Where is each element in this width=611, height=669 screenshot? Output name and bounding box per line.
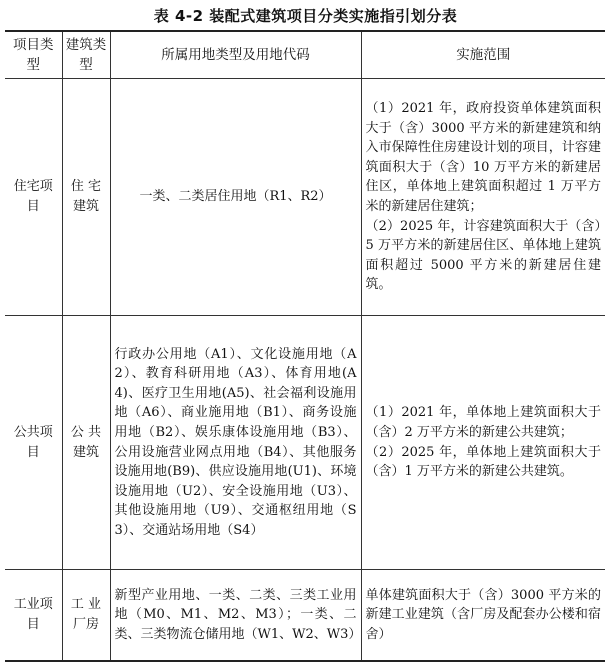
building-type-cell: 住 宅建筑 bbox=[62, 79, 110, 316]
scope-item: （2）2025 年，计容建筑面积大于（含）5 万平方米的新建居住区、单体地上建筑面积超过 5000 平方米的新建居住建筑。 bbox=[365, 218, 601, 293]
scope-item: （2）2025 年，单体地上建筑面积大于（含）1 万平方米的新建公共建筑。 bbox=[365, 444, 601, 480]
table-row bbox=[5, 79, 605, 316]
table-row bbox=[5, 316, 605, 570]
table-title: 表 4-2 装配式建筑项目分类实施指引划分表 bbox=[153, 7, 458, 25]
project-type-cell: 工业项目 bbox=[5, 570, 62, 662]
scope-cell bbox=[361, 570, 605, 662]
project-type-cell: 公共项目 bbox=[5, 316, 62, 570]
building-type-cell: 公 共建筑 bbox=[62, 316, 110, 570]
land-use-cell: 新型产业用地、一类、二类、三类工业用地（M0、M1、M2、M3）；一类、二类、三类物流仓储用地（W1、W2、W3） bbox=[110, 570, 361, 662]
land-use-cell: 一类、二类居住用地（R1、R2） bbox=[110, 79, 361, 316]
classification-table bbox=[5, 30, 605, 662]
header-land-use: 所属用地类型及用地代码 bbox=[110, 31, 361, 79]
header-scope: 实施范围 bbox=[361, 31, 605, 79]
building-type-cell: 工 业厂房 bbox=[62, 570, 110, 662]
header-building-type: 建筑类型 bbox=[62, 31, 110, 79]
land-use-cell: 行政办公用地（A1）、文化设施用地（A2）、教育科研用地（A3）、体育用地(A4)、医疗卫生用地(A5)、社会福利设施用地（A6）、商业施用地（B1）、商务设施用地（B2）、娱乐康体设施用地（B3）、公用设施营业网点用地（B4）、其他服务设施用地(B9)、供应设施用地(U1)、环境设施用地（U2）、安全设施用地（U3）、其他设施用地（U9）、交通枢纽用地（S3）、交通站场用地（S4） bbox=[110, 316, 361, 570]
scope-item: （1）2021 年，政府投资单体建筑面积大于（含）3000 平方米的新建建筑和纳入市保障性住房建设计划的项目，计容建筑面积大于（含）10 万平方米的新建居住区，单体地上建筑面积超过 1 万平方米的新建居住建筑； bbox=[365, 101, 601, 214]
scope-cell bbox=[361, 79, 605, 316]
table-row bbox=[5, 570, 605, 662]
project-type-cell: 住宅项目 bbox=[5, 79, 62, 316]
scope-cell bbox=[361, 316, 605, 570]
scope-item: 单体建筑面积大于（含）3000 平方米的新建工业建筑（含厂房及配套办公楼和宿舍） bbox=[365, 587, 601, 642]
scope-item: （1）2021 年，单体地上建筑面积大于（含）2 万平方米的新建公共建筑； bbox=[365, 405, 601, 440]
table-header-row bbox=[5, 31, 605, 79]
header-project-type: 项目类型 bbox=[5, 31, 62, 79]
